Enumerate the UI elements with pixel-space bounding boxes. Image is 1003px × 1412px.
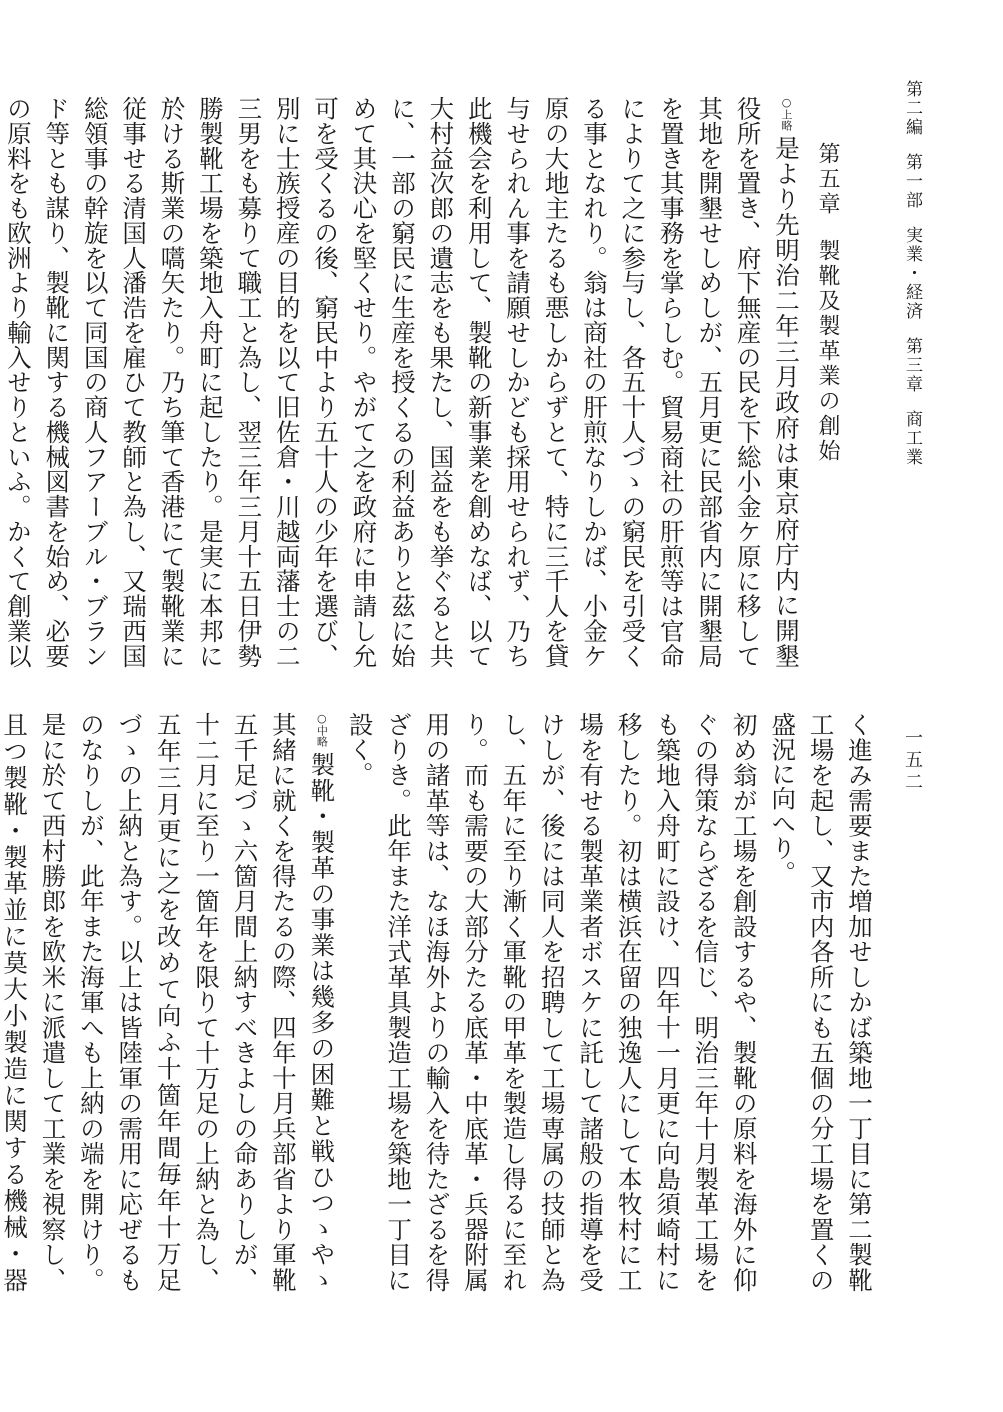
lower-text-block xyxy=(0,712,878,1292)
header-chapter: 第三章 xyxy=(902,337,922,394)
omission-note: ○上略 xyxy=(780,96,793,131)
lower-paragraph-2: 初め翁が工場を創設するや、製靴の原料を海外に仰ぐの得策ならざるを信じ、明治三年十月製革工場をも築地入舟町に設け、四年十一月更に向島須崎村に移したり。初は横浜在留の独逸人にして本牧村に工場を有せる製革業者ボスケに託して諸般の指導を受けしが、後には同人を招聘して工場専属の技師と為し、五年に至り漸く軍靴の甲革を製造し得るに至れり。而も需要の大部分たる底革・中底革・兵器附属用の諸革等は、なほ海外よりの輸入を待たざるを得ざりき。此年また洋式革具製造工場を築地一丁目に設く。 xyxy=(345,712,759,1292)
chapter-title: 製靴及製革業の創始 xyxy=(815,239,840,464)
header-chapter-title: 商工業 xyxy=(902,410,922,467)
lower-paragraph-3 xyxy=(0,712,340,1292)
chapter-heading xyxy=(812,142,843,702)
chapter-label: 第五章 xyxy=(815,142,840,217)
header-part: 第二編 xyxy=(902,80,922,137)
header-topic: 実業・経済 xyxy=(902,226,922,321)
upper-text-block xyxy=(3,96,805,668)
lower-paragraph-3-text: 製靴・製革の事業は幾多の困難と戦ひつゝやゝ其緒に就くを得たるの際、四年十月兵部省より軍靴五千足づゝ六箇月間上納すべきよしの命ありしが、十二月に至り一箇年を限りて十万足の上納と為し、五年三月更に之を改めて向ふ十箇年間毎年十万足づゝの上納と為す。以上は皆陸軍の需用に応ぜるものなりしが、此年また海軍へも上納の端を開けり。是に於て西村勝郎を欧米に派遣して工業を視察し、且つ製靴・製革並に莫大小製造に関する機械・器 xyxy=(0,712,337,1292)
lower-paragraph-1: く進み需要また増加せしかば築地一丁目に第二製靴工場を起し、又市内各所にも五個の分工場を置くの盛況に向へり。 xyxy=(768,712,874,1292)
upper-paragraph xyxy=(0,96,805,668)
upper-paragraph-text: 是より先明治二年三月政府は東京府庁内に開墾役所を置き、府下無産の民を下総小金ケ原に移して其地を開墾せしめしが、五月更に民部省内に開墾局を置き其事務を掌らしむ。貿易商社の肝煎等は官命によりて之に参与し、各五十人づゝの窮民を引受くる事となれり。翁は商社の肝煎なりしかば、小金ケ原の大地主たるも悪しからずとて、特に三千人を貸与せられん事を請願せしかども採用せられず、乃ち此機会を利用して、製靴の新事業を創めなば、以て大村益次郎の遺志をも果たし、国益をも挙ぐると共に、一部の窮民に生産を授くるの利益ありと茲に始めて其決心を堅くせり。やがて之を政府に申請し允可を受くるの後、窮民中より五十人の少年を選び、別に士族授産の目的を以て旧佐倉・川越両藩士の二三男をも募りて職工と為し、翌三年三月十五日伊勢勝製靴工場を築地入舟町に起したり。是実に本邦に於ける斯業の嚆矢たり。乃ち筆て香港にて製靴業に従事せる清国人潘浩を雇ひて教師と為し、又瑞西国総領事の幹旋を以て同国の商人フアーブル・ブランド等とも謀り、製靴に関する機械図書を始め、必要の原料をも欧洲より輸入せりといふ。かくて創業以 xyxy=(3,96,801,668)
header-section: 第一部 xyxy=(902,153,922,210)
page-number: 一五二 xyxy=(902,728,923,794)
omission-note: ○中略 xyxy=(315,712,329,747)
running-header xyxy=(900,80,925,680)
